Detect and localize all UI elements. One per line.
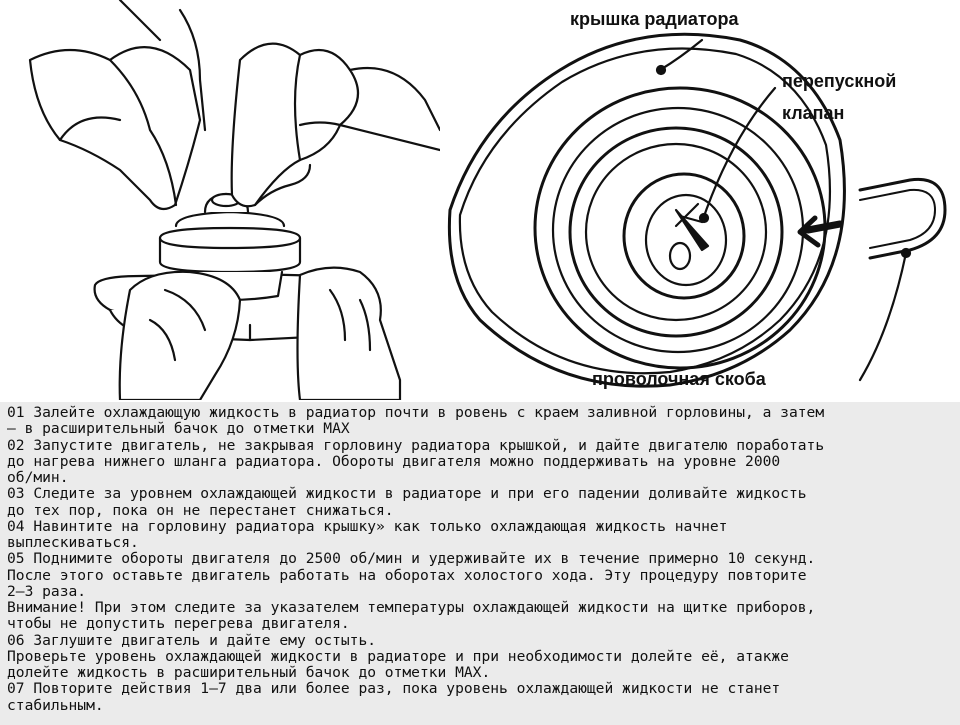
cap-valve-illustration (440, 0, 960, 400)
valve-leader (702, 88, 775, 222)
radiator-cap (160, 228, 300, 272)
clip-label: проволочная скоба (592, 369, 766, 389)
upper-hand (30, 47, 200, 209)
valve-label-line2: клапан (782, 103, 845, 123)
hands-cap-drawing (0, 0, 440, 400)
valve-label-line1: перепускной (782, 71, 897, 91)
cap-label: крышка радиатора (570, 9, 739, 29)
instruction-step-05: 05 Поднимите обороты двигателя до 2500 об/мин и удерживайте их в течение примерно 10 секунд. После этого оставьте двигатель работать на оборотах холостого хода. Эту процедуру повторите 2–3 раза. (7, 550, 816, 600)
instruction-step-06: 06 Заглушите двигатель и дайте ему остыть. (7, 631, 377, 649)
clip-leader (860, 253, 906, 380)
hands-cap-illustration (0, 0, 440, 400)
warning-note: Внимание! При этом следите за указателем температуры охлаждающей жидкости на щитке приборов, чтобы не допустить перегрева двигателя. (7, 599, 816, 633)
check-level-note: Проверьте уровень охлаждающей жидкости в радиаторе и при необходимости долейте её, атакже долейте жидкость в расширительный бачок до отметки MAX. (7, 647, 789, 681)
lower-left-hand (120, 272, 240, 400)
cap-valve-drawing (440, 0, 960, 400)
instruction-step-04: 04 Навинтите на горловину радиатора крышку» как только охлаждающая жидкость начнет выплескиваться. (7, 517, 728, 551)
instruction-step-01: 01 Залейте охлаждающую жидкость в радиатор почти в ровень с краем заливной горловины, а затем – в расширительный бачок до отметки MAX (7, 404, 825, 438)
instruction-step-07: 07 Повторите действия 1–7 два или более раз, пока уровень охлаждающей жидкости не станет стабильным. (7, 680, 781, 714)
cap-leader (660, 40, 702, 70)
instruction-step-03: 03 Следите за уровнем охлаждающей жидкости в радиаторе и при его падении доливайте жидкость до тех пор, пока он не перестанет снижаться. (7, 485, 807, 519)
instruction-step-02: 02 Запустите двигатель, не закрывая горловину радиатора крышкой, и дайте двигателю поработать до нагрева нижнего шланга радиатора. Обороты двигателя можно поддерживать на уровне 2000 об/мин. (7, 436, 825, 486)
instructions-text (0, 402, 960, 725)
lower-right-hand (298, 268, 401, 400)
